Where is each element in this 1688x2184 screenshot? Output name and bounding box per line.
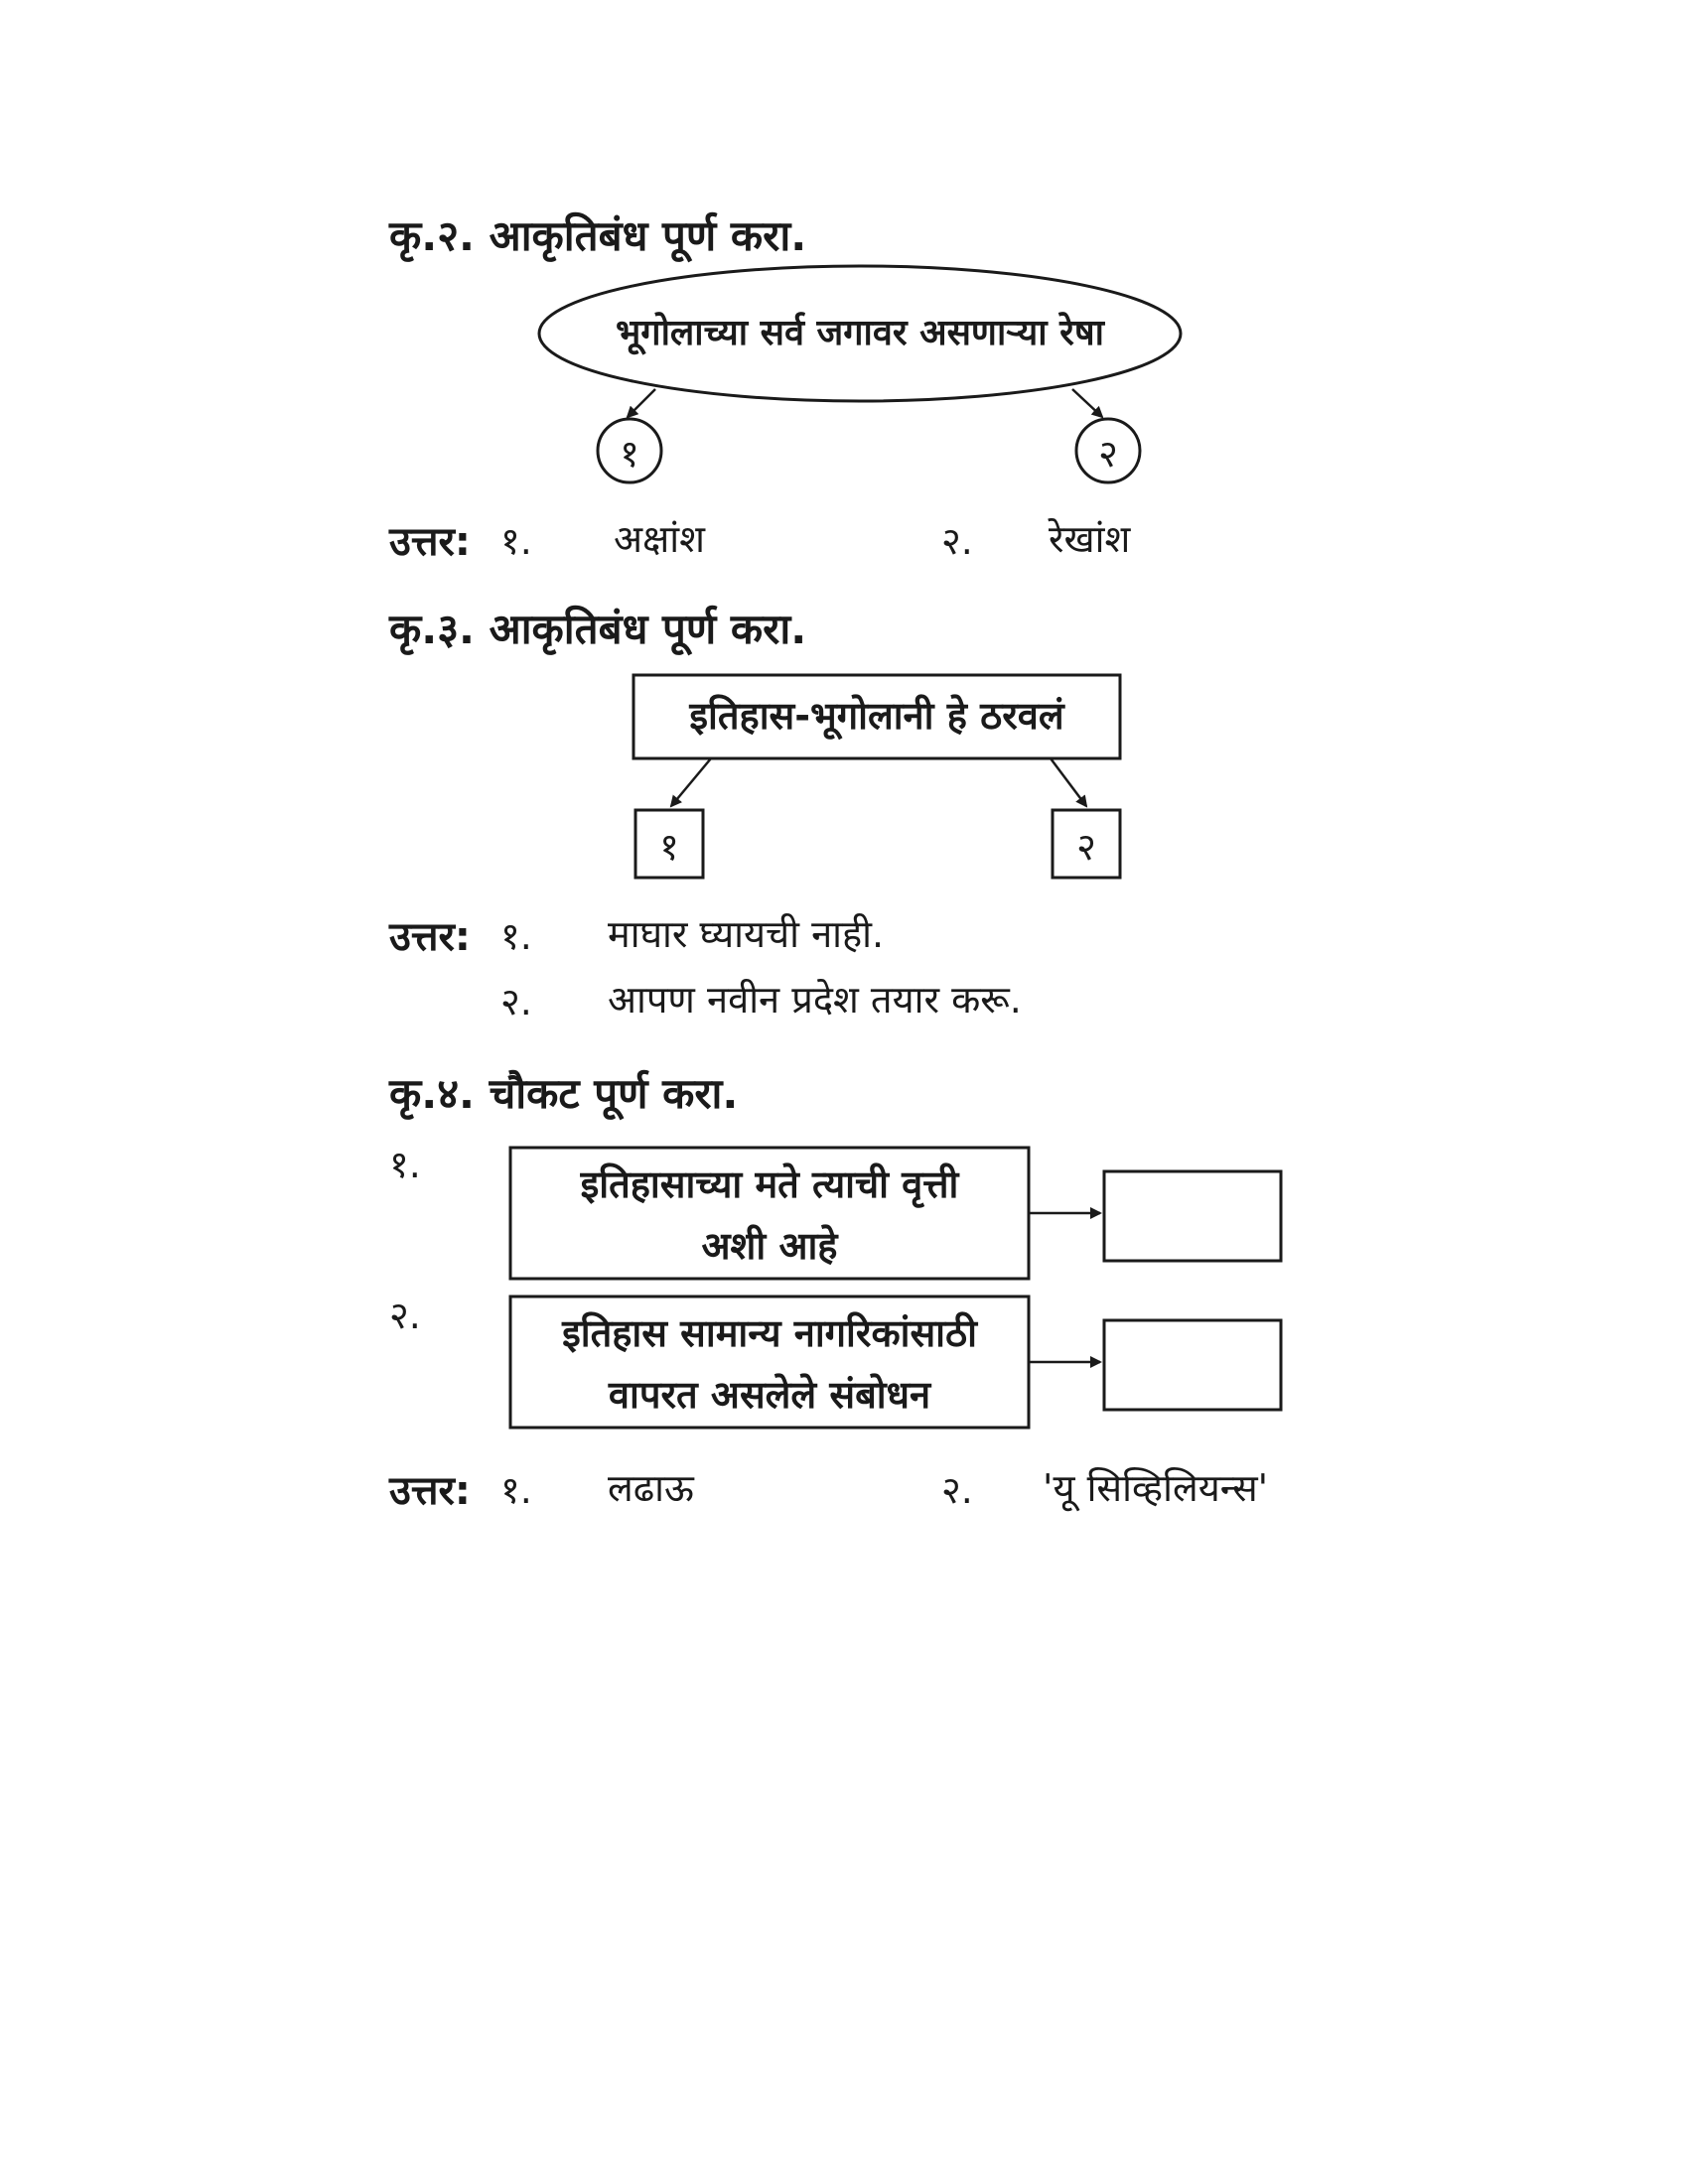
q3-answer-label: उत्तर: xyxy=(389,914,471,960)
q2-heading: कृ.२. आकृतिबंध पूर्ण करा. xyxy=(389,211,807,260)
q4-item1-line2: अशी आहे xyxy=(701,1224,838,1268)
q4-item2-answer-box xyxy=(1104,1320,1281,1410)
q2-answer-label: उत्तर: xyxy=(389,519,471,565)
q2-node1-label: १ xyxy=(620,432,639,476)
q4-item1-line1: इतिहासाच्या मते त्याची वृत्ती xyxy=(580,1162,959,1206)
q2-node2-label: २ xyxy=(1098,432,1118,476)
q2-ans2-text: रेखांश xyxy=(1049,517,1131,561)
q4-answer-label: उत्तर: xyxy=(389,1468,471,1514)
q2-arrow-right xyxy=(1072,389,1102,417)
q4-ans1-text: लढाऊ xyxy=(608,1466,694,1510)
q3-arrow-left xyxy=(671,758,711,806)
q3-node2-label: २ xyxy=(1076,825,1096,869)
q4-ans2-text: 'यू सिव्हिलियन्स' xyxy=(1043,1466,1269,1510)
q4-item2-line2: वापरत असलेले संबोधन xyxy=(608,1373,931,1417)
q2-ans1-num: १. xyxy=(500,519,532,563)
q2-ans1-text: अक्षांश xyxy=(614,517,705,561)
q4-ans1-num: १. xyxy=(500,1468,532,1512)
q3-ans1-text: माघार घ्यायची नाही. xyxy=(608,912,885,956)
q4-heading: कृ.४. चौकट पूर्ण करा. xyxy=(389,1069,739,1118)
q4-item1-num: १. xyxy=(389,1143,421,1186)
q3-ans1-num: १. xyxy=(500,914,532,958)
q4-item2-line1: इतिहास सामान्य नागरिकांसाठी xyxy=(562,1311,977,1355)
q3-ans2-num: २. xyxy=(500,980,532,1024)
q3-center-text: इतिहास-भूगोलानी हे ठरवलं xyxy=(689,694,1064,738)
q3-node1-label: १ xyxy=(659,825,679,869)
q4-ans2-num: २. xyxy=(941,1468,973,1512)
q4-item1-answer-box xyxy=(1104,1171,1281,1261)
q4-item2-num: २. xyxy=(389,1294,421,1337)
q2-center-text: भूगोलाच्या सर्व जगावर असणाऱ्या रेषा xyxy=(616,313,1104,353)
q3-ans2-text: आपण नवीन प्रदेश तयार करू. xyxy=(608,978,1022,1022)
q2-ans2-num: २. xyxy=(941,519,973,563)
q2-arrow-left xyxy=(628,389,655,417)
q3-heading: कृ.३. आकृतिबंध पूर्ण करा. xyxy=(389,605,807,653)
q3-arrow-right xyxy=(1051,758,1086,806)
